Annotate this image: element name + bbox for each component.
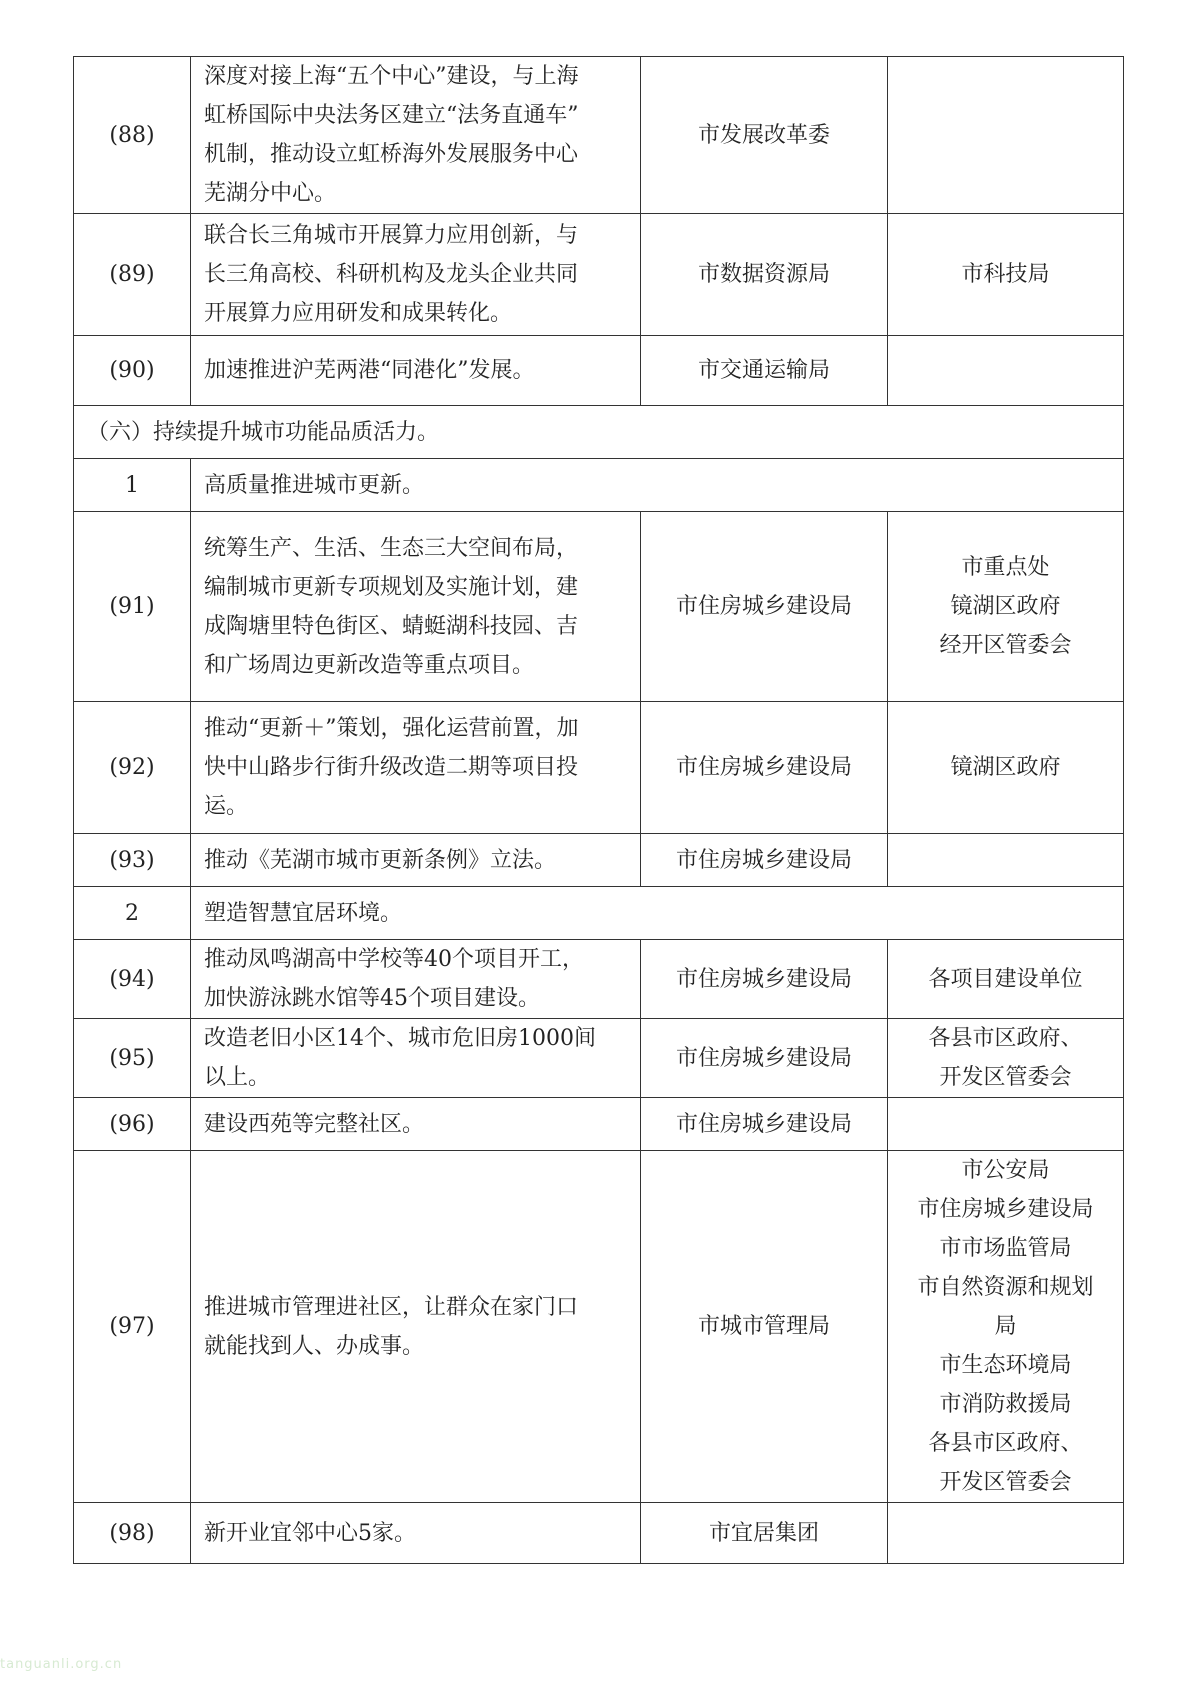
group-number: 1 xyxy=(74,459,191,512)
task-description xyxy=(191,1098,641,1151)
description-line: 深度对接上海“五个中心”建设，与上海 xyxy=(204,64,579,89)
description-line: 统筹生产、生活、生态三大空间布局， xyxy=(204,535,579,561)
task-description xyxy=(191,57,641,214)
cooperating-unit: 市消防救援局 xyxy=(939,1392,1072,1417)
task-description xyxy=(191,1151,641,1503)
task-number: (93) xyxy=(74,834,191,887)
description-line: 推动《芜湖市城市更新条例》立法。 xyxy=(204,847,557,873)
lead-unit: 市住房城乡建设局 xyxy=(641,512,888,702)
task-number: (97) xyxy=(74,1151,191,1503)
description-line: 快中山路步行街升级改造二期等项目投 xyxy=(204,755,579,780)
task-description xyxy=(191,512,641,702)
cooperating-unit: 市住房城乡建设局 xyxy=(917,1197,1094,1222)
lead-unit: 市住房城乡建设局 xyxy=(641,1019,888,1098)
task-row xyxy=(74,1019,1124,1098)
description-line: 建设西苑等完整社区。 xyxy=(204,1111,425,1137)
group-row xyxy=(74,887,1124,940)
cooperating-units xyxy=(888,1503,1124,1564)
description-line: 虹桥国际中央法务区建立“法务直通车” xyxy=(204,103,579,128)
task-row xyxy=(74,702,1124,834)
task-row xyxy=(74,214,1124,336)
task-number: (95) xyxy=(74,1019,191,1098)
task-table xyxy=(73,56,1124,1564)
task-description xyxy=(191,834,641,887)
lead-unit: 市交通运输局 xyxy=(641,336,888,406)
cooperating-units xyxy=(888,940,1124,1019)
task-row xyxy=(74,336,1124,406)
description-line: 改造老旧小区14个、城市危旧房1000间 xyxy=(204,1026,596,1051)
lead-unit: 市住房城乡建设局 xyxy=(641,834,888,887)
task-number: (98) xyxy=(74,1503,191,1564)
description-line: 开展算力应用研发和成果转化。 xyxy=(204,301,513,326)
lead-unit: 市发展改革委 xyxy=(641,57,888,214)
task-description xyxy=(191,1019,641,1098)
description-line: 长三角高校、科研机构及龙头企业共同 xyxy=(204,262,579,287)
task-number: (92) xyxy=(74,702,191,834)
cooperating-unit: 市重点处 xyxy=(961,555,1050,580)
lead-unit: 市城市管理局 xyxy=(641,1151,888,1503)
task-description xyxy=(191,702,641,834)
description-line: 运。 xyxy=(204,794,249,819)
cooperating-units xyxy=(888,214,1124,336)
task-description xyxy=(191,336,641,406)
description-line: 成陶塘里特色街区、蜻蜓湖科技园、吉 xyxy=(204,613,579,639)
task-row xyxy=(74,1503,1124,1564)
description-line: 编制城市更新专项规划及实施计划，建 xyxy=(204,574,579,600)
task-number: (94) xyxy=(74,940,191,1019)
cooperating-units xyxy=(888,1151,1124,1503)
group-title: 塑造智慧宜居环境。 xyxy=(191,887,1124,940)
cooperating-units xyxy=(888,702,1124,834)
cooperating-unit: 局 xyxy=(994,1314,1017,1339)
lead-unit: 市住房城乡建设局 xyxy=(641,940,888,1019)
task-table-body xyxy=(74,57,1124,1564)
task-row xyxy=(74,512,1124,702)
cooperating-unit: 开发区管委会 xyxy=(939,1065,1072,1090)
group-title: 高质量推进城市更新。 xyxy=(191,459,1124,512)
cooperating-unit: 市自然资源和规划 xyxy=(917,1275,1094,1300)
task-row xyxy=(74,834,1124,887)
task-row xyxy=(74,1151,1124,1503)
task-row xyxy=(74,1098,1124,1151)
description-line: 推动“更新＋”策划，强化运营前置，加 xyxy=(204,716,579,741)
task-number: (89) xyxy=(74,214,191,336)
task-description xyxy=(191,1503,641,1564)
lead-unit: 市住房城乡建设局 xyxy=(641,702,888,834)
task-row xyxy=(74,940,1124,1019)
group-row xyxy=(74,459,1124,512)
cooperating-unit: 各县市区政府、 xyxy=(928,1026,1083,1051)
description-line: 以上。 xyxy=(204,1065,271,1090)
lead-unit: 市宜居集团 xyxy=(641,1503,888,1564)
description-line: 新开业宜邻中心5家。 xyxy=(204,1520,416,1546)
cooperating-units xyxy=(888,336,1124,406)
cooperating-unit: 镜湖区政府 xyxy=(950,755,1061,780)
task-description xyxy=(191,214,641,336)
site-watermark: tanguanli.org.cn xyxy=(0,1657,123,1672)
cooperating-units xyxy=(888,1019,1124,1098)
cooperating-unit: 市科技局 xyxy=(961,262,1050,287)
group-number: 2 xyxy=(74,887,191,940)
cooperating-unit: 各县市区政府、 xyxy=(928,1431,1083,1456)
task-number: (90) xyxy=(74,336,191,406)
cooperating-unit: 开发区管委会 xyxy=(939,1470,1072,1495)
task-number: (96) xyxy=(74,1098,191,1151)
cooperating-units xyxy=(888,1098,1124,1151)
description-line: 芜湖分中心。 xyxy=(204,181,337,206)
description-line: 和广场周边更新改造等重点项目。 xyxy=(204,652,535,678)
section-heading: （六）持续提升城市功能品质活力。 xyxy=(74,406,1124,459)
cooperating-units xyxy=(888,834,1124,887)
description-line: 机制，推动设立虹桥海外发展服务中心 xyxy=(204,142,579,167)
task-description xyxy=(191,940,641,1019)
lead-unit: 市数据资源局 xyxy=(641,214,888,336)
lead-unit: 市住房城乡建设局 xyxy=(641,1098,888,1151)
description-line: 联合长三角城市开展算力应用创新，与 xyxy=(204,223,579,248)
task-number: (88) xyxy=(74,57,191,214)
description-line: 就能找到人、办成事。 xyxy=(204,1333,425,1359)
cooperating-unit: 各项目建设单位 xyxy=(928,966,1083,992)
section-row xyxy=(74,406,1124,459)
task-number: (91) xyxy=(74,512,191,702)
cooperating-unit: 市生态环境局 xyxy=(939,1353,1072,1378)
task-row xyxy=(74,57,1124,214)
cooperating-unit: 市公安局 xyxy=(961,1158,1050,1183)
cooperating-unit: 镜湖区政府 xyxy=(950,594,1061,619)
description-line: 加快游泳跳水馆等45个项目建设。 xyxy=(204,986,540,1011)
cooperating-units xyxy=(888,57,1124,214)
description-line: 推动凤鸣湖高中学校等40个项目开工， xyxy=(204,947,584,972)
cooperating-units xyxy=(888,512,1124,702)
description-line: 加速推进沪芜两港“同港化”发展。 xyxy=(204,358,535,383)
description-line: 推进城市管理进社区，让群众在家门口 xyxy=(204,1294,579,1320)
cooperating-unit: 市市场监管局 xyxy=(939,1236,1072,1261)
cooperating-unit: 经开区管委会 xyxy=(939,633,1072,658)
